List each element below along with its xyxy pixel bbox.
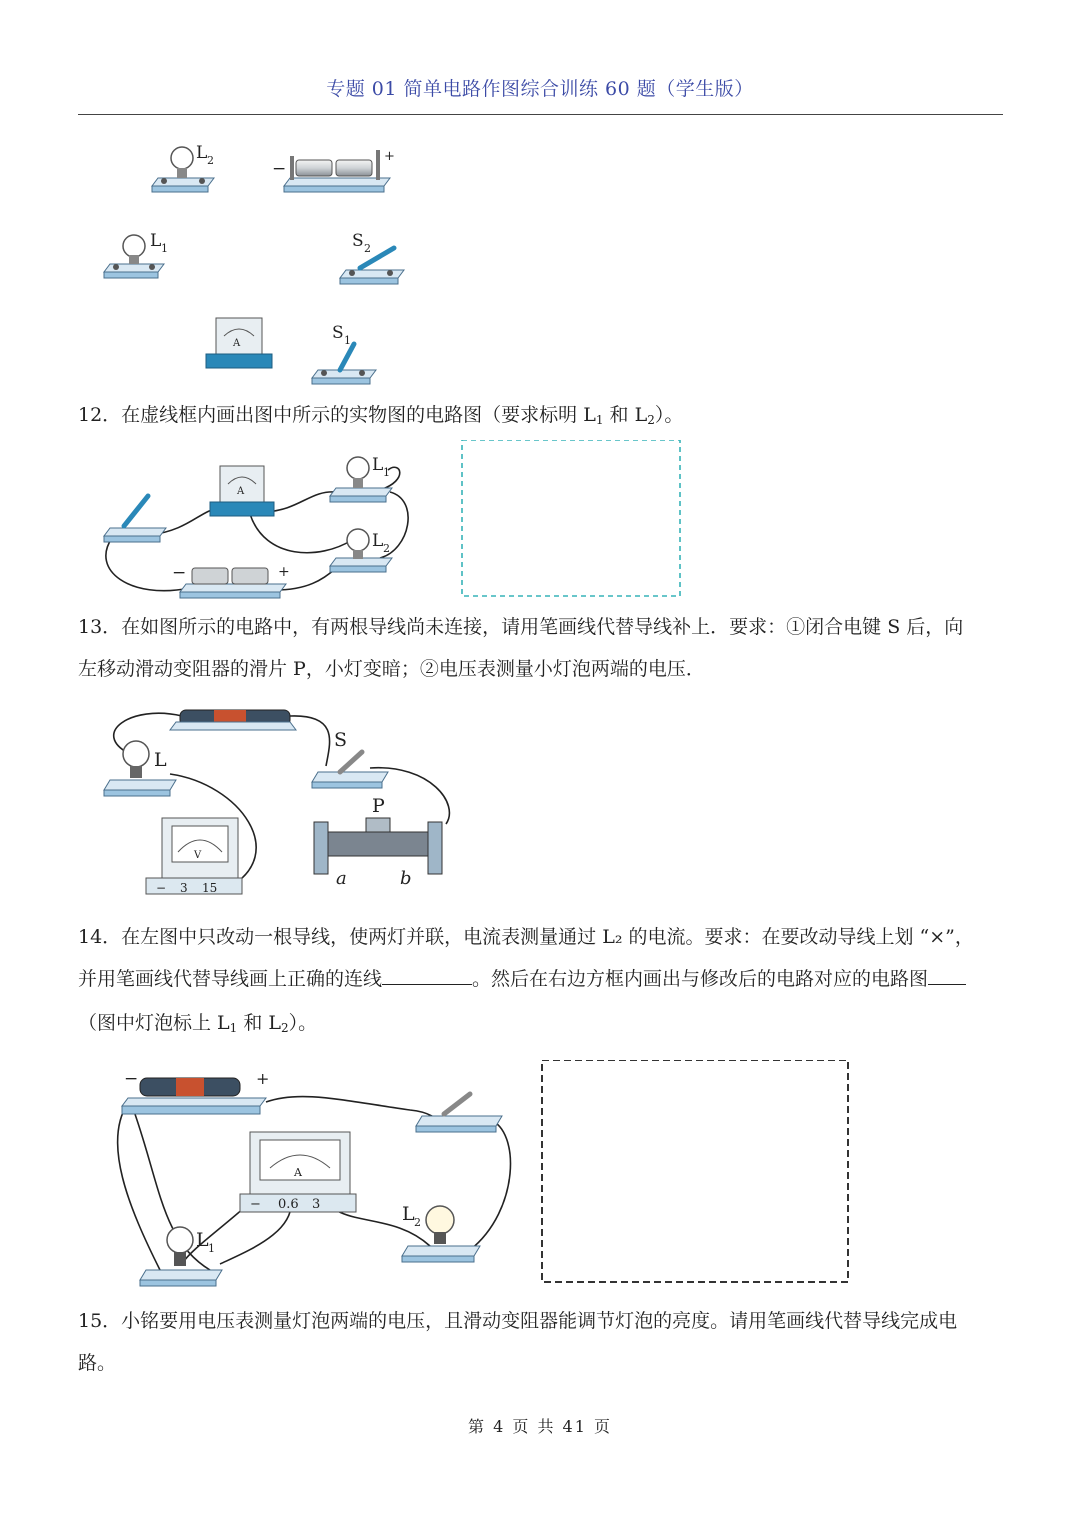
svg-text:1: 1 [383,466,390,479]
question-12-text: 12．在虚线框内画出图中所示的实物图的电路图（要求标明 $L_1$ 和 $L_2$）。 [78,404,684,427]
svg-text:A: A [237,486,245,497]
svg-text:A: A [233,338,241,349]
question-14-line1: 14．在左图中只改动一根导线，使两灯并联，电流表测量通过 L₂ 的电流。要求：在要改动导线上划 “×”， [78,926,974,948]
svg-text:1: 1 [161,242,168,255]
q12-l1-label: L [372,455,384,475]
figure-11-components [0,130,460,400]
q12-l2-label: L [372,531,384,551]
l1-label: L [150,231,162,251]
switch-s1-icon [312,344,376,384]
svg-text:3: 3 [180,881,188,895]
switch-s2-icon [340,248,404,284]
figure-14-circuit [100,1060,860,1292]
figure-12-circuit [90,440,710,610]
svg-text:1: 1 [208,1242,215,1255]
svg-text:1: 1 [344,334,351,347]
question-15-line1: 15．小铭要用电压表测量灯泡两端的电压，且滑动变阻器能调节灯泡的亮度。请用笔画线代替导线完成电 [78,1310,958,1332]
svg-text:2: 2 [207,154,214,167]
page-footer: 第 4 页 共 41 页 [468,1417,612,1436]
s1-label: S [332,323,344,343]
svg-text:+: + [384,149,395,164]
svg-text:V: V [194,850,202,861]
header-divider [78,114,1003,115]
page-header-title: 专题 01 简单电路作图综合训练 60 题（学生版） [326,78,754,100]
l2-label: L [196,143,208,163]
svg-text:−: − [156,881,167,895]
svg-text:A: A [294,1166,302,1179]
svg-text:2: 2 [383,542,390,555]
question-15-line2: 路。 [78,1352,117,1374]
svg-text:−: − [250,1197,261,1212]
svg-text:b: b [400,868,412,889]
svg-text:−: − [124,1069,139,1089]
q13-switch-label: S [334,729,348,751]
q14-l1-label: L [196,1229,209,1251]
q13-slider-label: P [372,795,385,817]
svg-text:a: a [336,868,347,889]
svg-text:2: 2 [414,1216,421,1229]
svg-text:+: + [256,1069,270,1088]
svg-text:−: − [272,159,287,179]
svg-text:0.6: 0.6 [278,1197,299,1212]
question-13-line2: 左移动滑动变阻器的滑片 P，小灯变暗；②电压表测量小灯泡两端的电压． [78,658,705,680]
svg-text:2: 2 [364,242,371,255]
svg-text:3: 3 [312,1197,321,1212]
svg-text:+: + [278,564,290,580]
s2-label: S [352,231,364,251]
question-14-line2: 并用笔画线代替导线画上正确的连线 。然后在右边方框内画出与修改后的电路对应的电路图 [78,958,966,1000]
svg-text:−: − [172,563,187,583]
q13-lamp-label: L [154,749,167,771]
figure-13-circuit [90,694,490,904]
q14-l2-label: L [402,1203,415,1225]
question-14-line3: （图中灯泡标上 $L_1$ 和 $L_2$）。 [78,1012,318,1035]
q12-answer-box [462,440,680,596]
battery-icon [284,150,390,192]
question-13-line1: 13．在如图所示的电路中，有两根导线尚未连接，请用笔画线代替导线补上．要求：①闭合电键 S 后，向 [78,616,964,638]
q14-answer-box [542,1060,848,1282]
svg-text:15: 15 [202,881,218,895]
